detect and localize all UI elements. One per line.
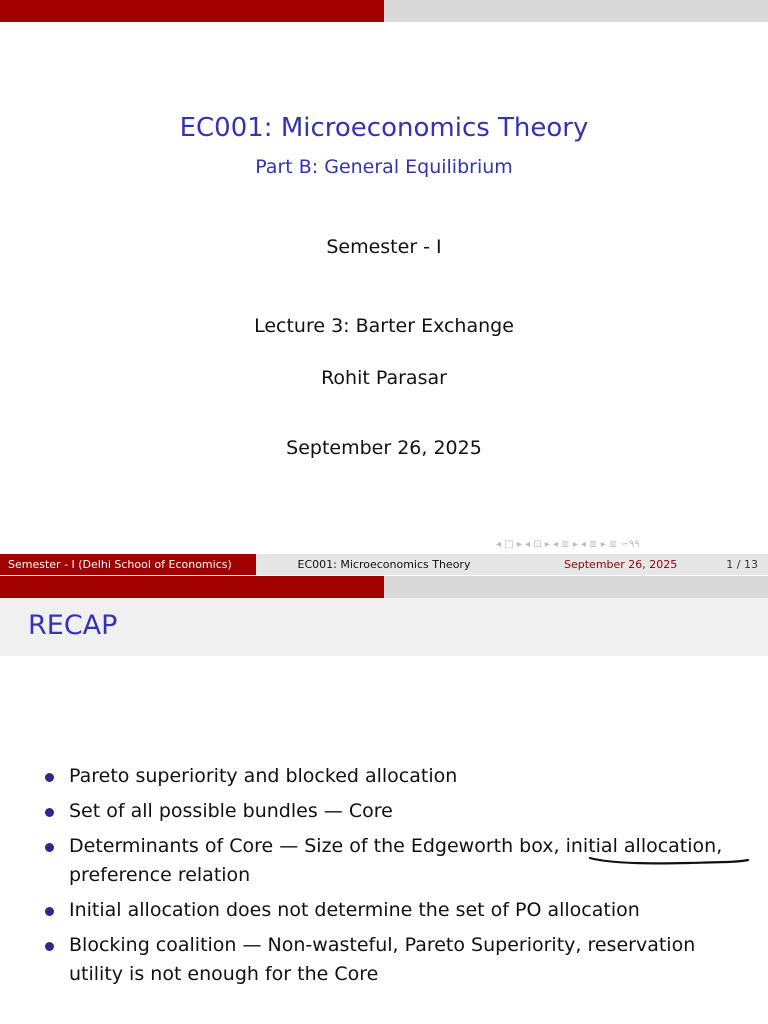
list-item: Pareto superiority and blocked allocation xyxy=(0,762,768,791)
author-text: Rohit Parasar xyxy=(321,367,447,389)
frame-title: RECAP xyxy=(28,610,118,641)
footer-right xyxy=(512,554,768,575)
footer-left: Semester - I (Delhi School of Economics) xyxy=(0,554,256,575)
list-item: Blocking coalition — Non-wasteful, Pareto Superiority, reservation utility is not enough for the Core xyxy=(0,931,768,989)
header-bar-grey xyxy=(384,576,768,598)
footer-center: EC001: Microeconomics Theory xyxy=(256,554,512,575)
footer-page-number: 1 / 13 xyxy=(726,558,758,571)
slide-footer xyxy=(0,554,768,575)
slide-title: EC001: Microeconomics Theory xyxy=(179,113,589,143)
lecture-text: Lecture 3: Barter Exchange xyxy=(254,315,514,337)
list-item: Set of all possible bundles — Core xyxy=(0,797,768,826)
slide-subtitle: Part B: General Equilibrium xyxy=(255,156,513,178)
list-item: Initial allocation does not determine the set of PO allocation xyxy=(0,896,768,925)
list-item: Determinants of Core — Size of the Edgeworth box, initial allocation, preference relation xyxy=(0,832,768,890)
header-bar-red xyxy=(0,0,384,22)
recap-list xyxy=(0,762,768,995)
footer-date: September 26, 2025 xyxy=(564,558,678,571)
bullet-icon xyxy=(45,942,54,951)
header-bar-grey xyxy=(384,0,768,22)
bullet-icon xyxy=(45,773,54,782)
handwritten-underline-annotation xyxy=(588,854,750,868)
bullet-icon xyxy=(45,843,54,852)
semester-text: Semester - I xyxy=(326,236,442,258)
frame-title-bar xyxy=(0,598,768,656)
header-bar-red xyxy=(0,576,384,598)
beamer-navigation-icons[interactable]: ◂ □ ▸ ◂ ⊡ ▸ ◂ ≣ ▸ ◂ ≣ ▸ ≣ ∽۹۹ xyxy=(496,539,640,550)
date-text: September 26, 2025 xyxy=(286,437,482,459)
bullet-icon xyxy=(45,808,54,817)
bullet-icon xyxy=(45,907,54,916)
